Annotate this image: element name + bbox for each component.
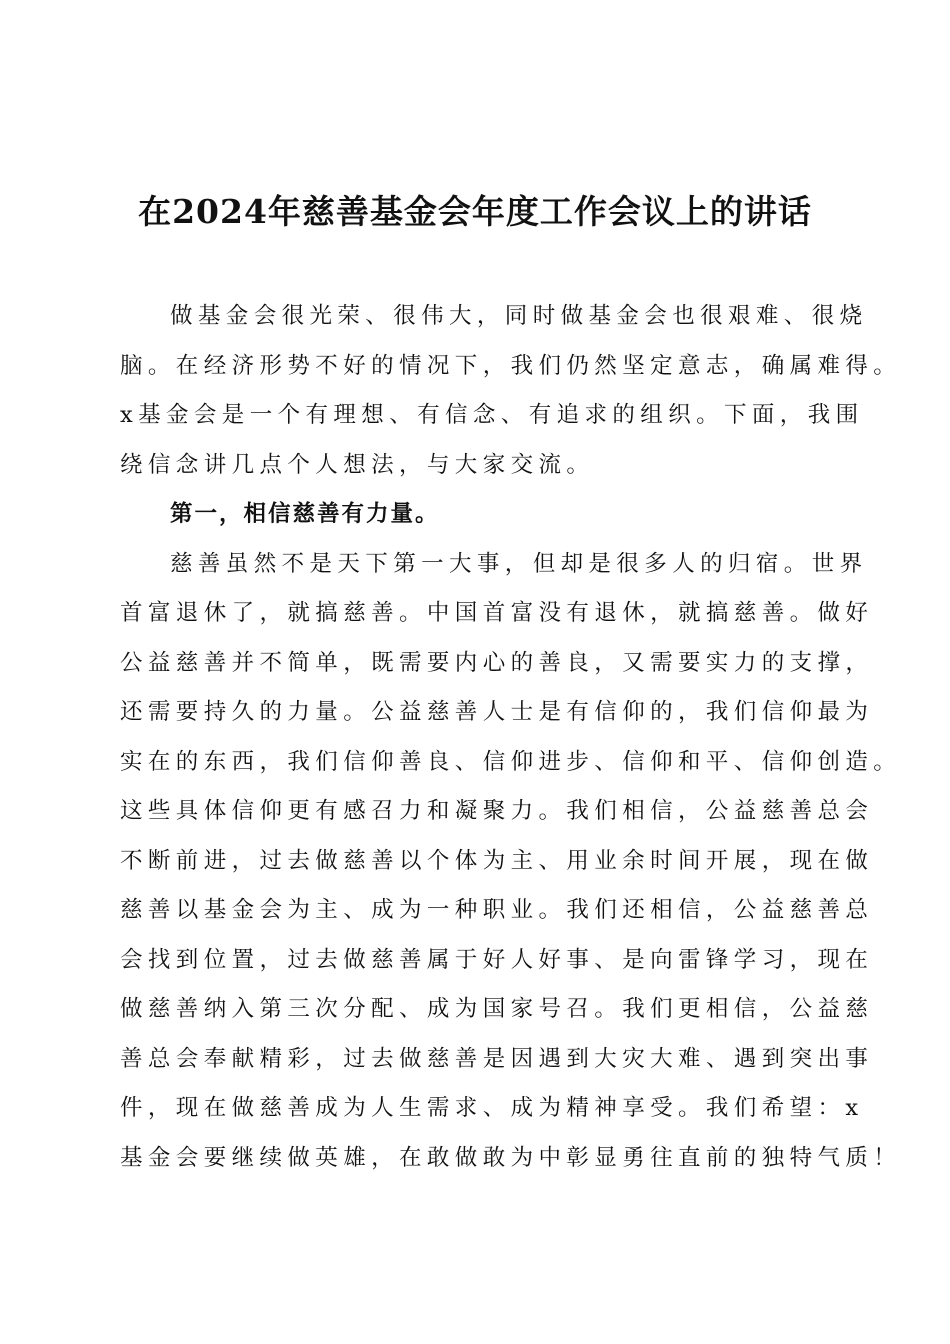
paragraph-2-line-9: 会找到位置，过去做慈善属于好人好事、是向雷锋学习，现在 <box>120 946 874 973</box>
paragraph-2-line-11: 善总会奉献精彩，过去做慈善是因遇到大灾大难、遇到突出事 <box>120 1045 874 1072</box>
paragraph-1-line-1: 做基金会很光荣、很伟大，同时做基金会也很艰难、很烧 <box>170 303 868 329</box>
paragraph-1-line-4: 绕信念讲几点个人想法，与大家交流。 <box>120 451 595 478</box>
paragraph-2-line-4: 还需要持久的力量。公益慈善人士是有信仰的，我们信仰最为 <box>120 699 874 725</box>
paragraph-2-line-8: 慈善以基金会为主、成为一种职业。我们还相信，公益慈善总 <box>120 897 874 923</box>
paragraph-2-line-2: 首富退休了，就搞慈善。中国首富没有退休，就搞慈善。做好 <box>120 600 874 626</box>
paragraph-2-line-7: 不断前进，过去做慈善以个体为主、用业余时间开展，现在做 <box>120 847 874 874</box>
paragraph-2-line-13: 基金会要继续做英雄，在敢做敢为中彰显勇往直前的独特气质！ <box>120 1144 902 1171</box>
paragraph-2-line-1: 慈善虽然不是天下第一大事，但却是很多人的归宿。世界 <box>170 550 868 577</box>
paragraph-2-line-3: 公益慈善并不简单，既需要内心的善良，又需要实力的支撑， <box>120 649 874 676</box>
paragraph-2-line-5: 实在的东西，我们信仰善良、信仰进步、信仰和平、信仰创造。 <box>120 748 902 775</box>
document-body <box>120 292 902 1183</box>
paragraph-2-line-6: 这些具体信仰更有感召力和凝聚力。我们相信，公益慈善总会 <box>120 798 874 824</box>
section-heading-1: 第一，相信慈善有力量。 <box>170 501 440 527</box>
paragraph-2-line-10: 做慈善纳入第三次分配、成为国家号召。我们更相信，公益慈 <box>120 996 874 1022</box>
document-title: 在2024年慈善基金会年度工作会议上的讲话 <box>138 192 812 231</box>
paragraph-2-line-12: 件，现在做慈善成为人生需求、成为精神享受。我们希望：x <box>120 1095 864 1121</box>
paragraph-1-line-2: 脑。在经济形势不好的情况下，我们仍然坚定意志，确属难得。 <box>120 352 902 379</box>
paragraph-1-line-3: x基金会是一个有理想、有信念、有追求的组织。下面，我围 <box>120 402 864 428</box>
